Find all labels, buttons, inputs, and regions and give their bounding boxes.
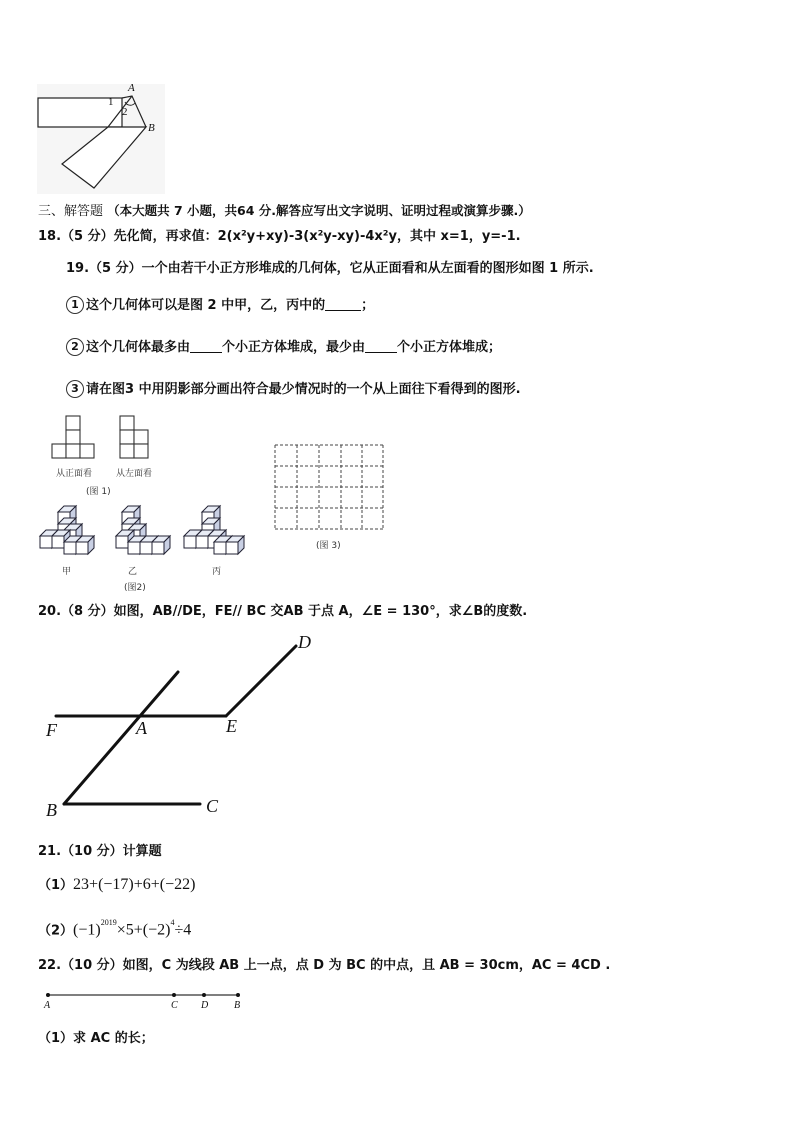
figure-1-caption: (图 1) [86,487,111,497]
point-b-label: B [46,800,57,820]
left-view-label: 从左面看 [116,469,153,479]
q22-text: 如图，C 为线段 AB 上一点，点 D 为 BC 的中点，且 AB = 30cm，AC = 4CD . [122,958,611,973]
point-a-label: A [136,718,147,738]
question-20 [38,603,527,621]
question-22 [38,957,610,975]
figure-2-caption: (图2) [124,583,146,593]
q21-p2-exponent-1: 2019 [100,918,117,927]
q18-text: 先化简，再求值：2(x²y+xy)-3(x²y-xy)-4x²y，其中 x=1，y=-1. [113,229,521,244]
q19-p2-text-c: 个小正方体堆成； [397,340,502,355]
q19-p2-text-a: 这个几何体最多由 [86,340,191,355]
front-view-label: 从正面看 [56,469,93,479]
answer-blank[interactable] [190,338,222,353]
q22-number: 22.（10 分） [38,958,123,973]
q21-p2-label: （2） [38,923,74,939]
figure-3-grid[interactable] [274,444,386,532]
section-3-heading [38,202,531,221]
label-bing: 丙 [212,567,222,577]
segment-ab-figure [40,988,250,1004]
q18-number: 18.（5 分） [38,229,114,244]
point-c-label: C [206,796,219,816]
label-jia: 甲 [62,567,72,577]
q19-part-1 [66,296,374,315]
q21-part-2 [38,918,191,940]
q21-part-1 [38,876,195,895]
label-2: 2 [122,106,128,118]
question-18 [38,228,521,246]
q21-p1-expression: 23+(−17)+6+(−22) [73,876,196,893]
q19-p3-number: 3 [66,380,84,398]
q19-number: 19.（5 分） [66,261,142,276]
q19-text: 一个由若干小正方形堆成的几何体，它从正面看和从左面看的图形如图 1 所示. [141,261,594,276]
q20-number: 20.（8 分） [38,604,114,619]
question-19 [66,260,594,278]
figure-2-stacks [36,504,246,558]
q21-p2-tail: ÷4 [174,921,192,939]
q19-p3-text: 请在图3 中用阴影部分画出符合最少情况时的一个从上面往下看得到的图形. [86,382,521,397]
point-e-label: E [226,716,237,736]
answer-blank[interactable] [325,296,361,311]
q21-p1-label: （1） [38,878,74,893]
q19-p2-text-b: 个小正方体堆成，最少由 [222,340,366,355]
segment-point-d: D [201,1000,209,1011]
figure-3-caption: (图 3) [316,541,341,551]
folded-strip-svg [36,84,166,194]
figure-1-views [48,414,168,464]
q21-p2-exponent-2: 4 [170,918,175,927]
q21-title: 计算题 [122,844,162,859]
parallel-lines-figure [40,632,340,832]
label-b: B [148,122,155,134]
q21-p2-middle: ×5+(−2) [116,921,171,939]
section-3-note: （本大题共 7 小题，共64 分.解答应写出文字说明、证明过程或演算步骤.） [107,203,531,218]
q19-p2-number: 2 [66,338,84,356]
segment-point-c: C [171,1000,178,1011]
label-yi: 乙 [128,567,138,577]
q19-p1-text-b: ； [361,298,375,313]
q19-p1-text-a: 这个几何体可以是图 2 中甲，乙，丙中的 [86,298,326,313]
q19-p1-number: 1 [66,296,84,314]
answer-blank[interactable] [365,338,397,353]
question-21 [38,843,162,861]
point-d-label: D [298,632,311,652]
segment-point-b: B [234,1000,241,1011]
folded-strip-figure [36,84,166,194]
section-3-title: 三、解答题 [38,204,104,219]
point-f-label: F [46,720,57,740]
q21-p2-base: (−1) [73,921,101,939]
label-1: 1 [108,96,114,108]
q19-part-2 [66,338,501,357]
label-a: A [128,82,135,94]
q21-number: 21.（10 分） [38,844,123,859]
q20-text: 如图，AB//DE，FE// BC 交AB 于点 A，∠E = 130°，求∠B的度数. [113,604,528,619]
q22-part-1: （1）求 AC 的长； [38,1031,154,1046]
segment-point-a: A [44,1000,51,1011]
q19-part-3 [66,380,521,399]
